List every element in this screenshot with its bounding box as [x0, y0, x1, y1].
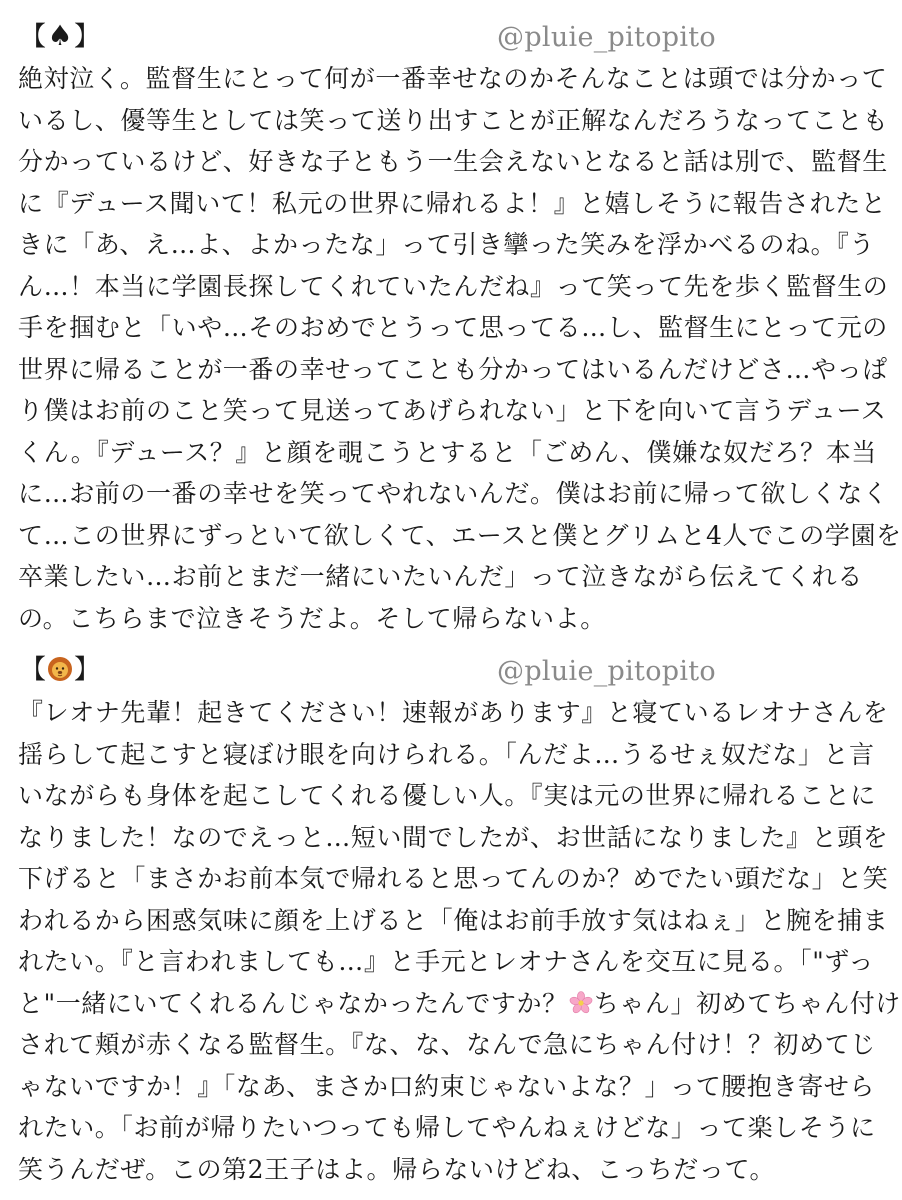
spade-icon: ♠ — [47, 19, 73, 52]
text-line: れたい。『と言われましても…』と手元とレオナさんを交互に見る。「"ずっ — [18, 947, 875, 976]
section-label — [20, 16, 100, 57]
text-line: 分かっているけど、好きな子ともう一生会えないとなると話は別で、監督生 — [18, 147, 888, 176]
lion-icon — [46, 650, 74, 690]
paragraph — [18, 58, 902, 639]
text-line: われるから困惑気味に顔を上げると「俺はお前手放す気はねぇ」と腕を捕ま — [18, 905, 889, 935]
text-line: て…この世界にずっといて欲しくて、エースと僕とグリムと4人でこの学園を — [18, 520, 902, 550]
section-header — [0, 648, 786, 692]
cherry-blossom-icon — [569, 991, 593, 1015]
text-line: いるし、優等生としては笑って送り出すことが正解なんだろうなってことも — [18, 105, 889, 135]
section-deuce — [0, 14, 902, 639]
text-segment: ちゃん」初めてちゃん付け — [593, 988, 901, 1018]
section-label — [20, 650, 100, 690]
text-line: 絶対泣く。監督生にとって何が一番幸せなのかそんなことは頭では分かって — [18, 64, 888, 93]
text-line: に…お前の一番の幸せを笑ってやれないんだ。僕はお前に帰って欲しくなく — [18, 479, 889, 508]
bracket-close: 】 — [74, 655, 101, 685]
text-line: り僕はお前のこと笑って見送ってあげられない」と下を向いて言うデュース — [18, 396, 887, 425]
text-line: されて頬が赤くなる監督生。『な、な、なんで急にちゃん付け！？初めてじ — [18, 1030, 876, 1059]
text-line: れたい。「お前が帰りたいつっても帰してやんねぇけどな」って楽しそうに — [18, 1113, 876, 1142]
text-line: ゃないですか！』「なあ、まさか口約束じゃないよな？」って腰抱き寄せら — [18, 1071, 875, 1101]
text-line-with-icon — [18, 983, 901, 1025]
text-line: 笑うんだぜ。この第2王子はよ。帰らないけどね、こっちだって。 — [18, 1154, 776, 1184]
text-line: きに「あ、え…よ、よかったな」って引き攣った笑みを浮かべるのね。『う — [18, 230, 875, 259]
watermark: @pluie_pitopito — [497, 656, 716, 687]
text-segment: と"一緒にいてくれるんじゃなかったんですか？ — [18, 988, 568, 1018]
text-line: ん…！本当に学園長探してくれていたんだね』って笑って先を歩く監督生の — [18, 271, 889, 301]
text-line: 手を掴むと「いや…そのおめでとうって思ってる…し、監督生にとって元の — [18, 313, 888, 342]
text-line: 世界に帰ることが一番の幸せってことも分かってはいるんだけどさ…やっぱ — [18, 354, 888, 384]
bracket-close: 】 — [74, 22, 101, 52]
text-line: 下げると「まさかお前本気で帰れると思ってんのか？めでたい頭だな」と笑 — [18, 864, 889, 893]
text-line: 『レオナ先輩！起きてください！速報があります』と寝ているレオナさんを — [18, 698, 889, 727]
text-line: に『デュース聞いて！私元の世界に帰れるよ！』と嬉しそうに報告されたと — [18, 188, 887, 218]
text-line: の。こちらまで泣きそうだよ。そして帰らないよ。 — [18, 603, 606, 633]
bracket-open: 【 — [20, 655, 47, 685]
bracket-open: 【 — [20, 22, 47, 52]
text-line: 卒業したい…お前とまだ一緒にいたいんだ」って泣きながら伝えてくれる — [18, 562, 863, 591]
watermark: @pluie_pitopito — [497, 22, 716, 53]
section-leona — [0, 648, 901, 1190]
text-line: なりました！なのでえっと…短い間でしたが、お世話になりました』と頭を — [18, 822, 889, 852]
text-line: いながらも身体を起こしてくれる優しい人。『実は元の世界に帰れることに — [18, 781, 876, 810]
section-header — [0, 14, 786, 58]
paragraph — [18, 692, 901, 1190]
text-line: 揺らして起こすと寝ぼけ眼を向けられる。「んだよ…うるせぇ奴だな」と言 — [18, 739, 875, 769]
text-line: くん。『デュース？』と顔を覗こうとすると「ごめん、僕嫌な奴だろ？本当 — [18, 437, 877, 467]
